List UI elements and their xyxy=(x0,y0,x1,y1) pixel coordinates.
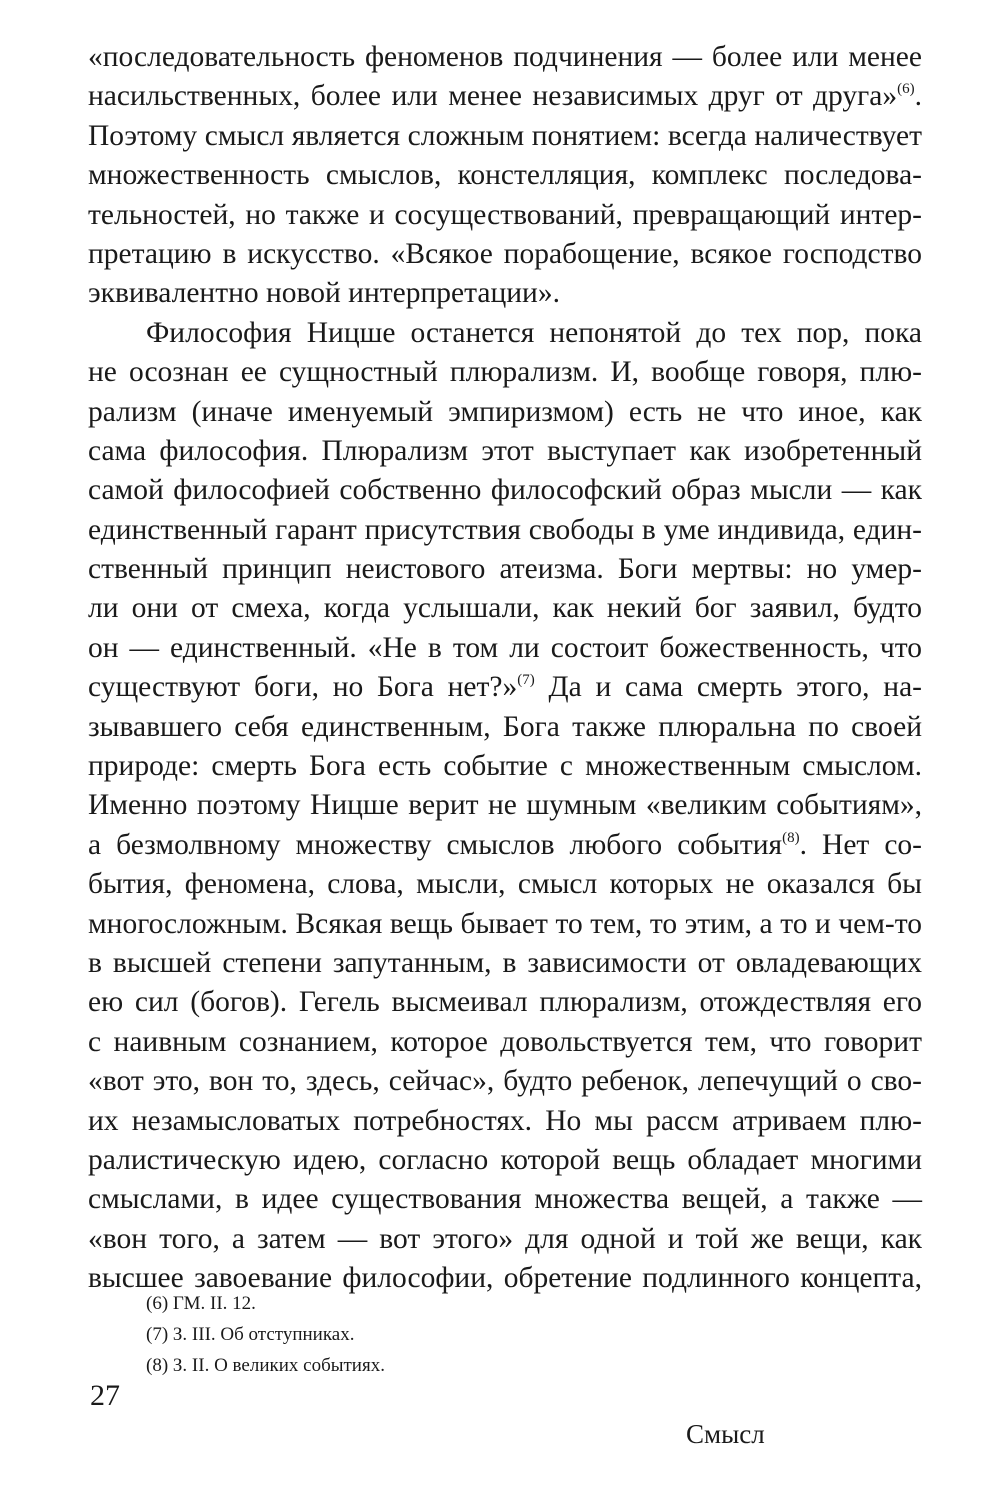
text-line: высшее завоевание философии, обретение подлинного концепта, xyxy=(88,1262,922,1295)
footnote: (7) З. III. Об отступниках. xyxy=(146,1324,355,1345)
footnote-ref[interactable]: (7) xyxy=(517,672,535,689)
footnote-ref[interactable]: (8) xyxy=(782,829,800,846)
text-line: сама философия. Плюрализм этот выступает как изобретенный xyxy=(88,434,922,467)
text-line: в высшей степени запутанным, в зависимости от овладевающих xyxy=(88,946,922,979)
text-line: ею сил (богов). Гегель высмеивал плюрализм, отождествляя его xyxy=(88,986,922,1019)
text-line: ли они от смеха, когда услышали, как некий бог заявил, будто xyxy=(88,592,922,625)
footnote: (8) З. II. О великих событиях. xyxy=(146,1355,385,1376)
text-line: «последовательность феноменов подчинения — более или менее xyxy=(88,41,922,73)
text-line: ралистическую идею, согласно которой вещь обладает многими xyxy=(88,1143,922,1176)
text-line: «вот это, вон то, здесь, сейчас», будто ребенок, лепечущий о сво- xyxy=(88,1065,922,1098)
text-line: их незамысловатых потребностях. Но мы рассм атриваем плю- xyxy=(88,1104,922,1137)
text-line: бытия, феномена, слова, мысли, смысл которых не оказался бы xyxy=(88,868,922,901)
text-line: «вон того, а затем — вот этого» для одной и той же вещи, как xyxy=(88,1222,922,1255)
text-line: рализм (иначе именуемый эмпиризмом) есть не что иное, как xyxy=(88,395,922,428)
paragraph xyxy=(88,314,922,1299)
text-line: множественность смыслов, констелляция, комплекс последова- xyxy=(88,159,922,192)
text-line: эквивалентно новой интерпретации». xyxy=(88,277,560,310)
page-number: 27 xyxy=(90,1379,120,1412)
text-line: существуют боги, но Бога нет?»$^{(7)}$ Да и сама смерть этого, на- xyxy=(88,671,922,704)
text-line: Философия Ницше останется непонятой до тех пор, пока xyxy=(146,316,922,349)
footnote-ref[interactable]: (6) xyxy=(897,81,915,98)
text-line: зывавшего себя единственным, Бога также плюральна по своей xyxy=(88,710,922,743)
main-text xyxy=(88,38,922,1299)
paragraph xyxy=(88,38,922,314)
text-line: насильственных, более или менее независимых друг от друга»$^{(6)}$. xyxy=(88,80,922,113)
footnote: (6) ГМ. II. 12. xyxy=(146,1293,256,1314)
text-line: тельностей, но также и сосуществований, превращающий интер- xyxy=(88,198,922,231)
text-line: самой философией собственно философский образ мысли — как xyxy=(88,474,922,507)
text-line: единственный гарант присутствия свободы в уме индивида, един- xyxy=(88,513,922,546)
text-line: он — единственный. «Не в том ли состоит божественность, что xyxy=(88,631,922,664)
text-line: не осознан ее сущностный плюрализм. И, вообще говоря, плю- xyxy=(88,356,922,389)
text-line: Поэтому смысл является сложным понятием: всегда наличествует xyxy=(88,119,922,152)
text-line: ственный принцип неистового атеизма. Боги мертвы: но умер- xyxy=(88,553,922,586)
text-line: смыслами, в идее существования множества вещей, а также — xyxy=(88,1183,922,1216)
text-line: природе: смерть Бога есть событие с множественным смыслом. xyxy=(88,750,922,783)
text-line: а безмолвному множеству смыслов любого события$^{(8)}$. Нет со- xyxy=(88,828,922,861)
text-line: многосложным. Всякая вещь бывает то тем, то этим, а то и чем-то xyxy=(88,907,922,940)
text-line: с наивным сознанием, которое довольствуется тем, что говорит xyxy=(88,1025,922,1058)
text-line: Именно поэтому Ницше верит не шумным «великим событиям», xyxy=(88,789,922,822)
running-footer: Смысл xyxy=(686,1419,765,1449)
footnotes xyxy=(146,1288,846,1381)
text-line: претацию в искусство. «Всякое порабощение, всякое господство xyxy=(88,237,922,270)
